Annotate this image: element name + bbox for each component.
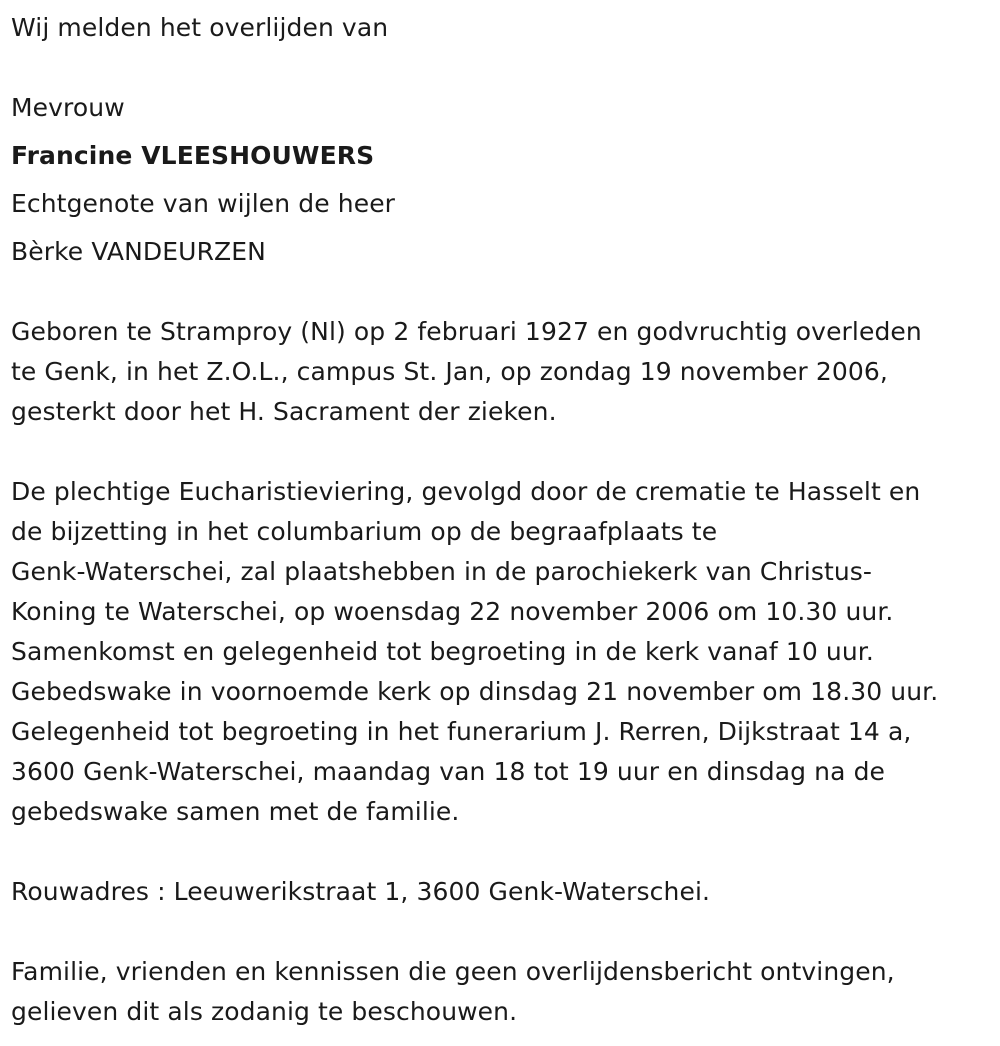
ceremony-paragraph — [11, 472, 991, 832]
spouse-name: Bèrke VANDEURZEN — [11, 237, 266, 266]
closing-paragraph — [11, 952, 991, 1032]
paragraph-line: Gebedswake in voornoemde kerk op dinsdag 21 november om 18.30 uur. — [11, 677, 939, 706]
deceased-name: Francine VLEESHOUWERS — [11, 141, 375, 170]
mourning-address: Rouwadres : Leeuwerikstraat 1, 3600 Genk-Waterschei. — [11, 877, 711, 906]
paragraph-line: de bijzetting in het columbarium op de begraafplaats te — [11, 517, 718, 546]
address-paragraph — [11, 872, 991, 912]
intro-text: Wij melden het overlijden van — [11, 13, 389, 42]
birth-death-paragraph — [11, 312, 991, 432]
salutation: Mevrouw — [11, 93, 125, 122]
paragraph-line: 3600 Genk-Waterschei, maandag van 18 tot 19 uur en dinsdag na de — [11, 757, 886, 786]
paragraph-line: Koning te Waterschei, op woensdag 22 november 2006 om 10.30 uur. — [11, 597, 894, 626]
paragraph-line: Geboren te Stramproy (Nl) op 2 februari 1927 en godvruchtig overleden — [11, 317, 922, 346]
paragraph-line: De plechtige Eucharistieviering, gevolgd door de crematie te Hasselt en — [11, 477, 921, 506]
obituary-notice — [11, 8, 991, 1032]
paragraph-line: Samenkomst en gelegenheid tot begroeting in de kerk vanaf 10 uur. — [11, 637, 874, 666]
paragraph-line: Genk-Waterschei, zal plaatshebben in de parochiekerk van Christus- — [11, 557, 873, 586]
paragraph-line: Familie, vrienden en kennissen die geen overlijdensbericht ontvingen, — [11, 957, 895, 986]
paragraph-line: Gelegenheid tot begroeting in het funerarium J. Rerren, Dijkstraat 14 a, — [11, 717, 912, 746]
paragraph-line: gelieven dit als zodanig te beschouwen. — [11, 997, 518, 1026]
paragraph-line: gesterkt door het H. Sacrament der zieken. — [11, 397, 557, 426]
deceased-block — [11, 84, 991, 276]
paragraph-line: te Genk, in het Z.O.L., campus St. Jan, op zondag 19 november 2006, — [11, 357, 888, 386]
paragraph-line: gebedswake samen met de familie. — [11, 797, 460, 826]
relation-text: Echtgenote van wijlen de heer — [11, 189, 396, 218]
